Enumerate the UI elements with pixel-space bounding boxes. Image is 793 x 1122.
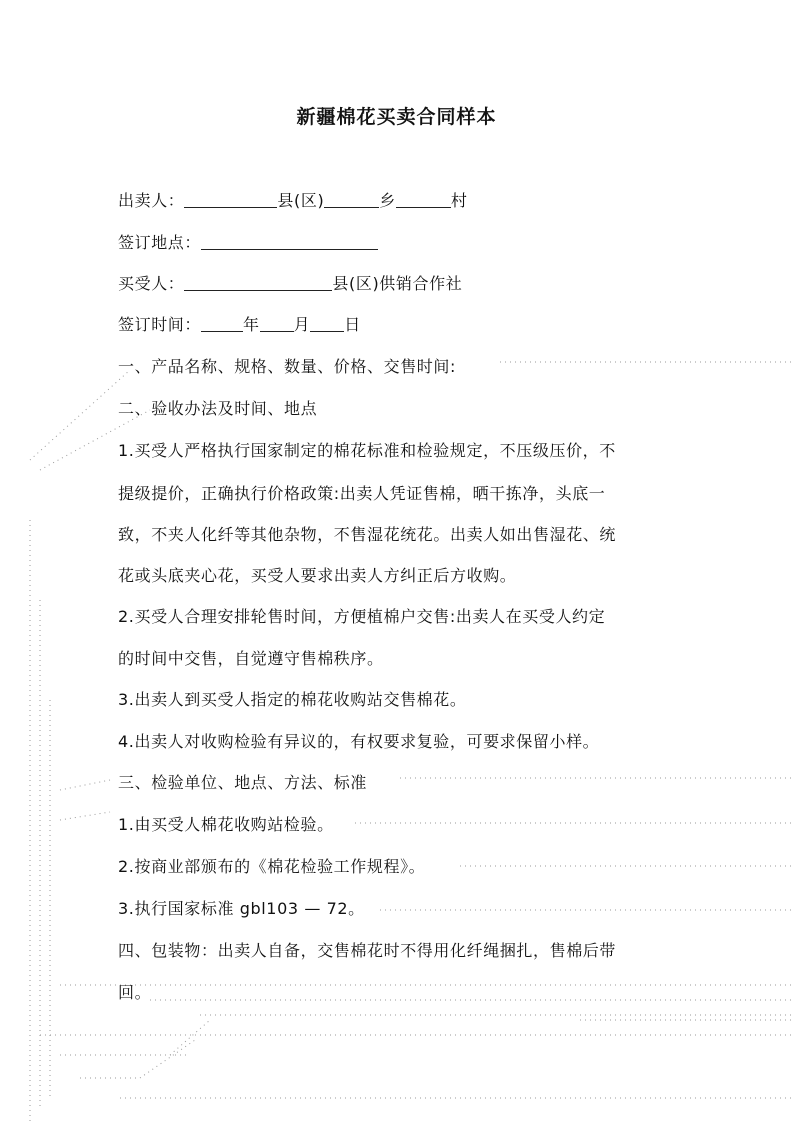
buyer-line	[118, 274, 678, 294]
village-text: 村	[450, 191, 468, 210]
day-text: 日	[344, 315, 361, 334]
section-3-heading: 三、检验单位、地点、方法、标准	[118, 773, 368, 792]
month-text: 月	[293, 315, 311, 334]
paragraph-line: 1.买受人严格执行国家制定的棉花标准和检验规定，不压级压价，不	[118, 441, 616, 460]
signing-place-line	[118, 233, 678, 253]
village-blank	[396, 193, 451, 208]
paragraph-line: 提级提价，正确执行价格政策:出卖人凭证售棉，晒干拣净，头底一	[118, 484, 606, 503]
signing-place-label: 签订地点：	[118, 233, 202, 252]
year-blank	[201, 317, 243, 332]
paragraph-line: 3.出卖人到买受人指定的棉花收购站交售棉花。	[118, 690, 467, 709]
contract-title: 新疆棉花买卖合同样本	[296, 106, 497, 128]
buyer-label: 买受人：	[118, 274, 185, 293]
county-district-text: 县(区)	[277, 191, 325, 210]
signing-time-label: 签订时间：	[118, 315, 202, 334]
buyer-suffix: 县(区)供销合作社	[332, 274, 463, 293]
signing-time-line	[118, 315, 678, 335]
paragraph-line: 2.买受人合理安排轮售时间，方便植棉户交售:出卖人在买受人约定	[118, 607, 606, 626]
paragraph-line: 4.出卖人对收购检验有异议的，有权要求复验，可要求保留小样。	[118, 732, 600, 751]
paragraph-line: 回。	[118, 983, 152, 1002]
buyer-county-blank	[184, 276, 332, 291]
paragraph-line: 2.按商业部颁布的《棉花检验工作规程》。	[118, 857, 426, 876]
year-text: 年	[243, 315, 260, 334]
paragraph-line: 3.执行国家标准 gbl103 — 72。	[118, 899, 365, 918]
paragraph-line: 致，不夹人化纤等其他杂物，不售湿花统花。出卖人如出售湿花、统	[118, 525, 617, 544]
paragraph-line: 1.由买受人棉花收购站检验。	[118, 815, 334, 834]
day-blank	[310, 317, 344, 332]
township-text: 乡	[379, 191, 396, 210]
signing-place-blank	[201, 235, 378, 250]
section-2-heading: 二、验收办法及时间、地点	[118, 399, 318, 418]
township-blank	[324, 193, 379, 208]
paragraph-line: 的时间中交售，自觉遵守售棉秩序。	[118, 649, 384, 668]
paragraph-line: 花或头底夹心花，买受人要求出卖人方纠正后方收购。	[118, 566, 517, 585]
seller-line	[118, 191, 678, 211]
section-4-heading: 四、包装物：出卖人自备，交售棉花时不得用化纤绳捆扎，售棉后带	[118, 941, 617, 960]
seller-label: 出卖人：	[118, 191, 185, 210]
section-1-heading: 一、产品名称、规格、数量、价格、交售时间:	[118, 357, 456, 376]
seller-county-blank	[184, 193, 277, 208]
month-blank	[260, 317, 294, 332]
